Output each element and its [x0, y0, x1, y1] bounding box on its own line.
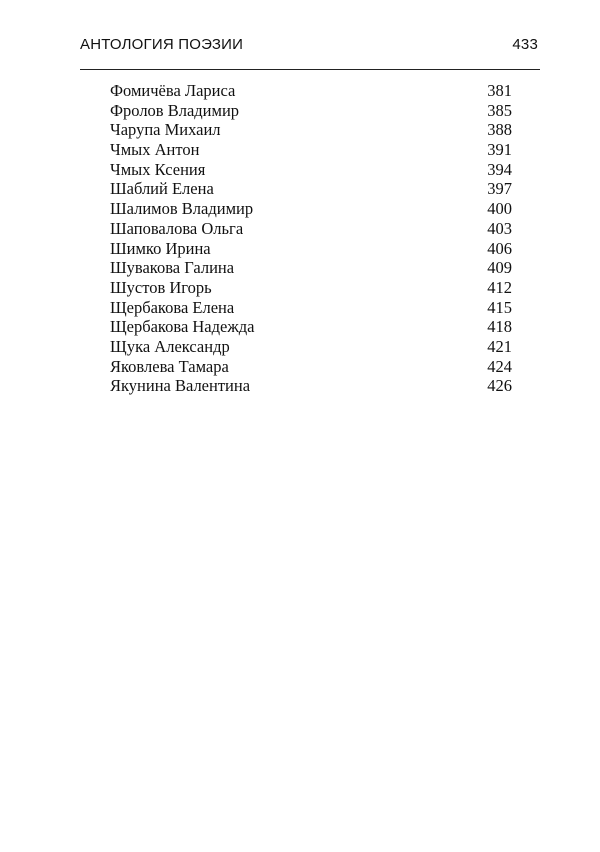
author-name: Шаблий Елена — [110, 179, 214, 199]
entry-page-number: 403 — [487, 218, 512, 238]
index-entry — [110, 239, 512, 259]
author-name: Шалимов Владимир — [110, 199, 254, 219]
entry-page-number: 415 — [487, 297, 512, 317]
index-entry — [110, 160, 512, 180]
entry-page-number: 418 — [487, 317, 512, 337]
index-entry — [110, 278, 512, 298]
index-entry — [110, 357, 512, 377]
index-entry — [110, 199, 512, 219]
page-number: 433 — [512, 36, 538, 53]
index-entry — [110, 140, 512, 160]
index-entry — [110, 179, 512, 199]
entry-page-number: 421 — [487, 336, 512, 356]
header-divider — [80, 69, 540, 70]
entry-page-number: 397 — [487, 179, 512, 199]
entry-page-number: 400 — [487, 199, 512, 219]
author-index-list — [110, 81, 512, 396]
index-entry — [110, 298, 512, 318]
author-name: Шаповалова Ольга — [110, 218, 244, 238]
author-name: Яковлева Тамара — [110, 356, 229, 376]
index-entry — [110, 258, 512, 278]
index-entry — [110, 376, 512, 396]
index-entry — [110, 219, 512, 239]
entry-page-number: 385 — [487, 100, 512, 120]
author-name: Фомичёва Лариса — [110, 81, 236, 100]
author-name: Шустов Игорь — [110, 277, 212, 297]
page-header — [80, 36, 540, 58]
entry-page-number: 388 — [487, 120, 512, 140]
author-name: Чарупа Михаил — [110, 120, 221, 140]
entry-page-number: 391 — [487, 140, 512, 160]
book-title: АНТОЛОГИЯ ПОЭЗИИ — [80, 36, 244, 53]
entry-page-number: 394 — [487, 159, 512, 179]
index-entry — [110, 101, 512, 121]
index-entry — [110, 81, 512, 101]
author-name: Щербакова Надежда — [110, 317, 255, 337]
author-name: Чмых Ксения — [110, 159, 206, 179]
index-entry — [110, 337, 512, 357]
author-name: Шимко Ирина — [110, 238, 211, 258]
index-entry — [110, 120, 512, 140]
author-name: Якунина Валентина — [110, 376, 251, 396]
entry-page-number: 426 — [487, 376, 512, 396]
author-name: Шувакова Галина — [110, 258, 235, 278]
entry-page-number: 406 — [487, 238, 512, 258]
entry-page-number: 409 — [487, 258, 512, 278]
entry-page-number: 424 — [487, 356, 512, 376]
index-entry — [110, 317, 512, 337]
author-name: Щербакова Елена — [110, 297, 235, 317]
entry-page-number: 412 — [487, 277, 512, 297]
author-name: Щука Александр — [110, 336, 230, 356]
entry-page-number: 381 — [487, 81, 512, 100]
author-name: Чмых Антон — [110, 140, 200, 160]
author-name: Фролов Владимир — [110, 100, 240, 120]
